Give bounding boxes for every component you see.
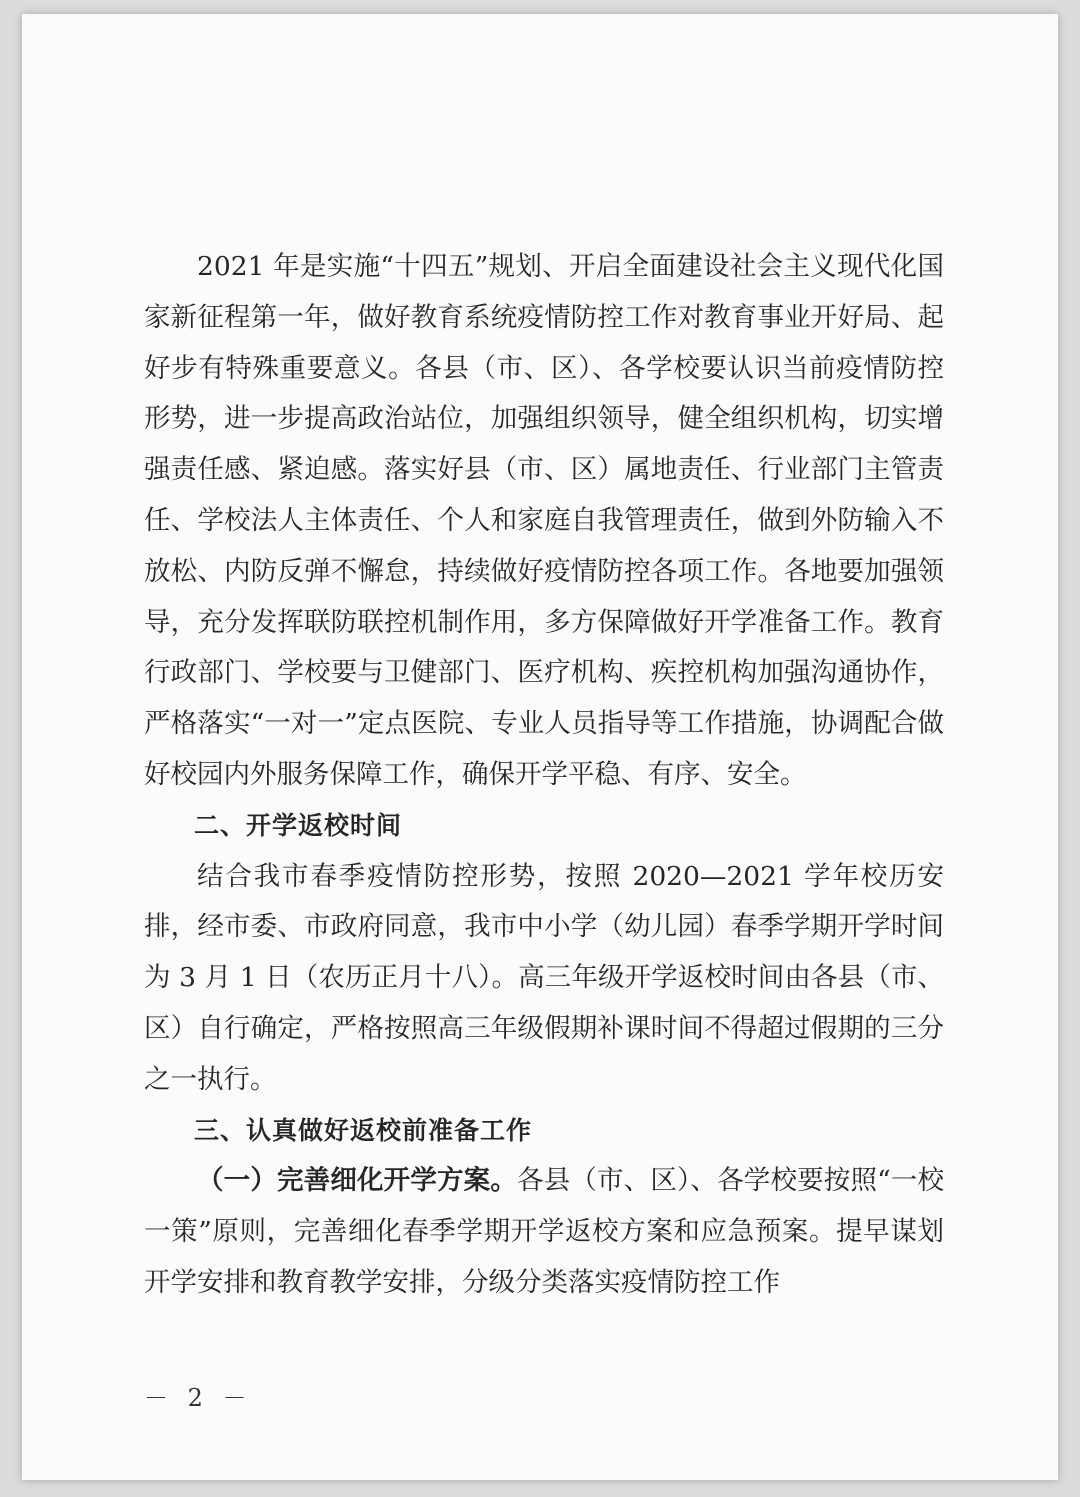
section-heading-preparation-work: 三、认真做好返校前准备工作 — [194, 1115, 533, 1145]
document-page — [22, 14, 1058, 1480]
subsection-heading-opening-plan: （一）完善细化开学方案。 — [197, 1165, 518, 1197]
paragraph-opening-plan-text: 各县（市、区）、各学校要按照“一校一策”原则，完善细化春季学期开学返校方案和应急预案。提早谋划开学安排和教育教学安排，分级分类落实疫情防控工作 — [144, 1165, 944, 1298]
paragraph-epidemic-prevention: 2021 年是实施“十四五”规划、开启全面建设社会主义现代化国家新征程第一年，做好教育系统疫情防控工作对教育事业开好局、起好步有特殊重要意义。各县（市、区）、各学校要认识当前疫情防控形势，进一步提高政治站位，加强组织领导，健全组织机构，切实增强责任感、紧迫感。落实好县（市、区）属地责任、行业部门主管责任、学校法人主体责任、个人和家庭自我管理责任，做到外防输入不放松、内防反弹不懈怠，持续做好疫情防控各项工作。各地要加强领导，充分发挥联防联控机制作用，多方保障做好开学准备工作。教育行政部门、学校要与卫健部门、医疗机构、疾控机构加强沟通协作，严格落实“一对一”定点医院、专业人员指导等工作措施，协调配合做好校园内外服务保障工作，确保开学平稳、有序、安全。 — [144, 251, 944, 790]
page-number: － 2 － — [144, 1384, 253, 1412]
section-heading-school-return-time: 二、开学返校时间 — [194, 810, 403, 840]
paragraph-opening-plan — [144, 1156, 944, 1308]
paragraph-school-return-time: 结合我市春季疫情防控形势，按照 2020—2021 学年校历安排，经市委、市政府同意，我市中小学（幼儿园）春季学期开学时间为 3 月 1 日（农历正月十八）。高三年级开学返校时间由各县（市、区）自行确定，严格按照高三年级假期补课时间不得超过假期的三分之一执行。 — [144, 860, 944, 1095]
document-body — [144, 242, 944, 1309]
